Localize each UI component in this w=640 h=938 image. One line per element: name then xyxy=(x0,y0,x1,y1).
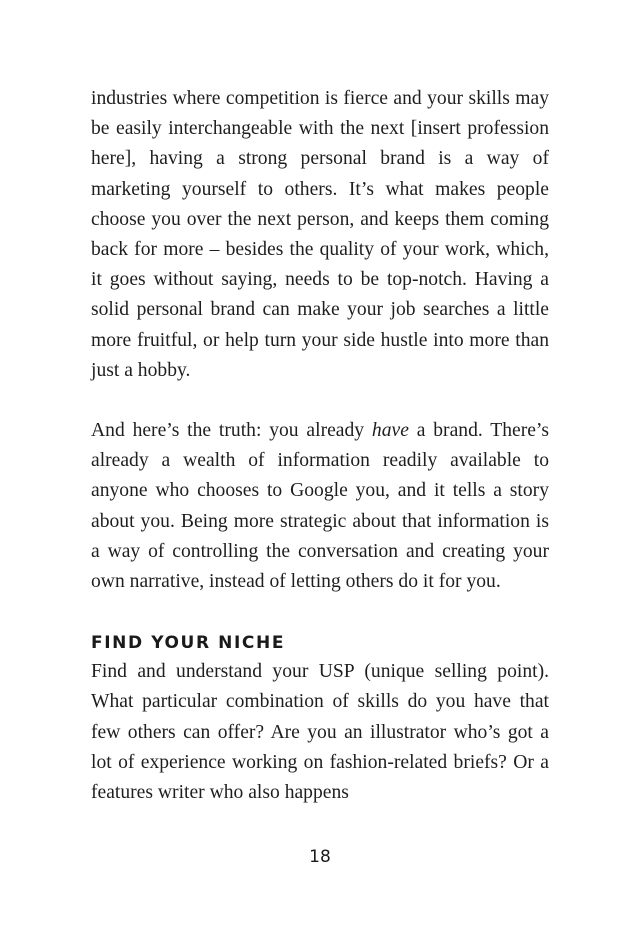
section-heading: FIND YOUR NICHE xyxy=(91,633,286,654)
body-paragraph: industries where competition is fierce and your skills may be easily interchangeable with the next [insert profession here], having a strong personal brand is a way of marketing yourself to others. It’s what makes people choose you over the next person, and keeps them coming back for more – besides the quality of your work, which, it goes without saying, needs to be top-notch. Having a solid personal brand can make your job searches a little more fruitful, or help turn your side hustle into more than just a hobby. xyxy=(91,88,549,381)
page-number: 18 xyxy=(309,847,331,867)
paragraph-text: And here’s the truth: you already xyxy=(91,420,372,442)
body-paragraph: Find and understand your USP (unique selling point). What particular combination of skills do you have that few others can offer? Are you an illustrator who’s got a lot of experience working on fashion-related briefs? Or a features writer who also happens xyxy=(91,661,549,804)
body-paragraph xyxy=(91,416,549,597)
paragraph-text: a brand. There’s already a wealth of information readily available to anyone who chooses to Google you, and it tells a story about you. Being more strategic about that information is a way of controlling the conversation and creating your own narrative, instead of letting others do it for you. xyxy=(91,420,549,593)
emphasis-text: have xyxy=(371,420,409,442)
page-content xyxy=(91,84,549,808)
